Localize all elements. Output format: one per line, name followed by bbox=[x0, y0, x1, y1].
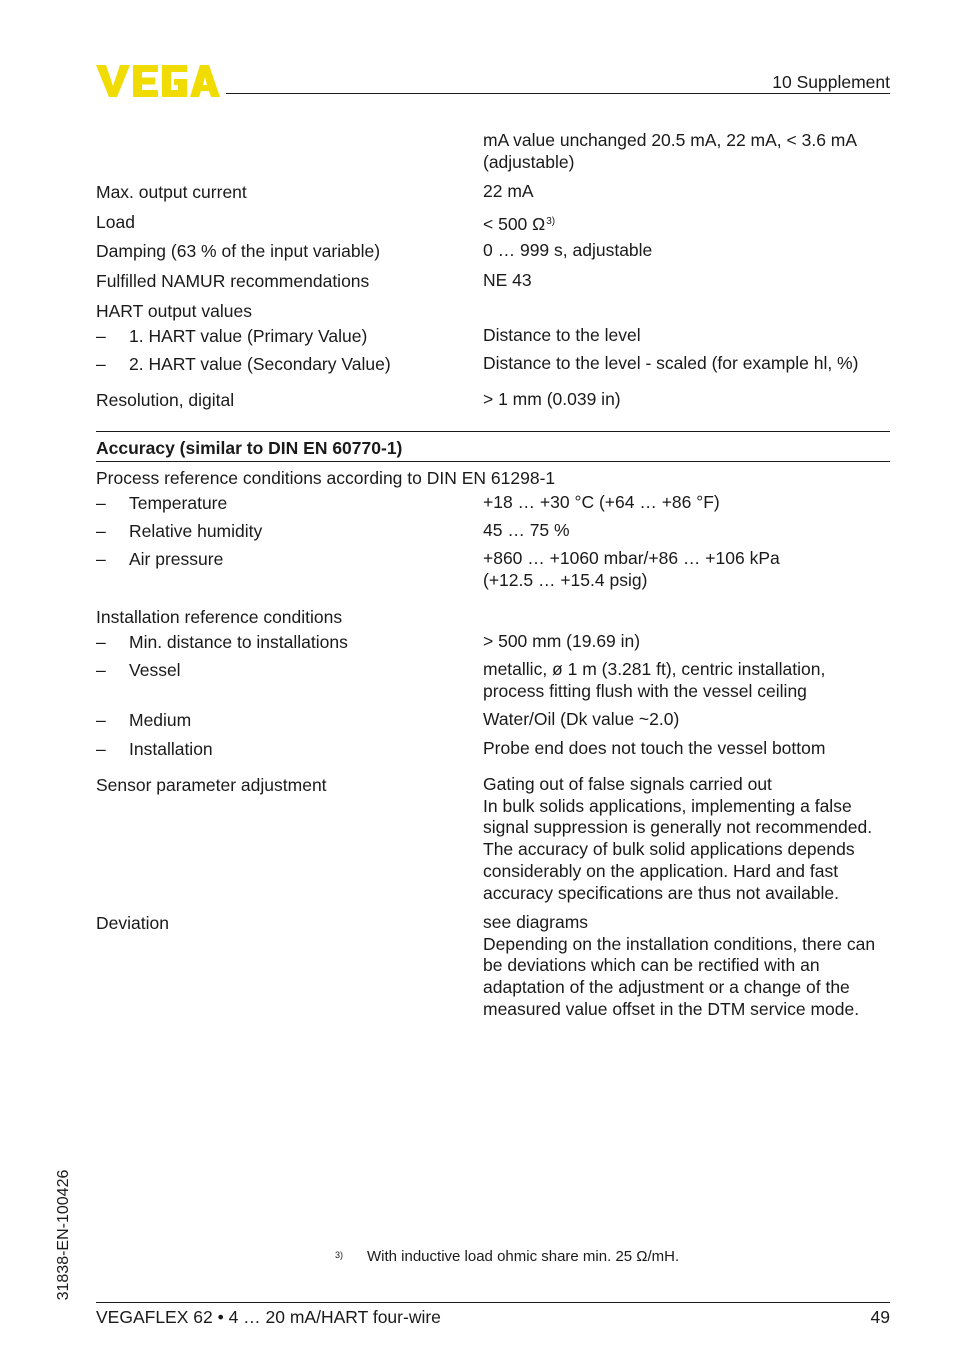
deviation-text: Depending on the installation conditions, there can be deviations which can be rectified with an adaptation of the adjustment or a change of the measured value offset in the DTM service mode. bbox=[483, 933, 876, 1019]
min-distance-text: Min. distance to installations bbox=[129, 632, 348, 652]
medium-value: Water/Oil (Dk value ~2.0) bbox=[483, 709, 680, 729]
namur-label: Fulfilled NAMUR recommendations bbox=[96, 271, 370, 291]
hart-item-2-label bbox=[96, 353, 391, 375]
hart-item-2-text: 2. HART value (Secondary Value) bbox=[129, 354, 391, 374]
sensor-param-value bbox=[483, 774, 893, 904]
process-ref-label: Process reference conditions according to DIN EN 61298-1 bbox=[96, 468, 556, 488]
humidity-label bbox=[96, 520, 262, 542]
min-distance-value: > 500 mm (19.69 in) bbox=[483, 631, 641, 651]
section-rule-bottom bbox=[96, 461, 890, 462]
load-label: Load bbox=[96, 212, 135, 232]
footer-title: VEGAFLEX 62 • 4 … 20 mA/HART four-wire bbox=[96, 1307, 441, 1327]
install-ref-label: Installation reference conditions bbox=[96, 607, 343, 627]
temperature-label bbox=[96, 492, 227, 514]
namur-value: NE 43 bbox=[483, 270, 532, 290]
sensor-param-label: Sensor parameter adjustment bbox=[96, 775, 327, 795]
dash-marker: – bbox=[96, 549, 106, 569]
damping-label: Damping (63 % of the input variable) bbox=[96, 241, 381, 261]
air-pressure-value: +860 … +1060 mbar/+86 … +106 kPa (+12.5 … +15.4 psig) bbox=[483, 548, 780, 590]
section-rule-top bbox=[96, 431, 890, 432]
dash-marker: – bbox=[96, 521, 106, 541]
deviation-value bbox=[483, 912, 893, 1021]
dash-marker: – bbox=[96, 660, 106, 680]
deviation-label: Deviation bbox=[96, 913, 169, 933]
resolution-label: Resolution, digital bbox=[96, 390, 235, 410]
unchanged-value: mA value unchanged 20.5 mA, 22 mA, < 3.6 mA (adjustable) bbox=[483, 130, 857, 172]
hart-item-1-value: Distance to the level bbox=[483, 325, 641, 345]
installation-label bbox=[96, 738, 213, 760]
deviation-line1: see diagrams bbox=[483, 912, 589, 932]
dash-marker: – bbox=[96, 493, 106, 513]
max-output-current-label: Max. output current bbox=[96, 182, 247, 202]
document-code: 31838-EN-100426 bbox=[55, 1169, 72, 1301]
load-value-text: < 500 Ω bbox=[483, 214, 546, 234]
accuracy-heading: Accuracy (similar to DIN EN 60770-1) bbox=[96, 438, 403, 458]
temperature-text: Temperature bbox=[129, 493, 228, 513]
footnote-text: With inductive load ohmic share min. 25 Ω/mH. bbox=[367, 1248, 680, 1265]
air-pressure-label bbox=[96, 548, 223, 570]
medium-label bbox=[96, 709, 191, 731]
air-pressure-text: Air pressure bbox=[129, 549, 224, 569]
header-rule bbox=[226, 93, 890, 94]
page-number: 49 bbox=[870, 1307, 890, 1327]
footnote-number: 3) bbox=[335, 1250, 344, 1260]
header-section-title: 10 Supplement bbox=[772, 72, 890, 92]
dash-marker: – bbox=[96, 326, 106, 346]
dash-marker: – bbox=[96, 739, 106, 759]
medium-text: Medium bbox=[129, 710, 192, 730]
dash-marker: – bbox=[96, 710, 106, 730]
footer-rule bbox=[96, 1302, 890, 1303]
hart-item-1-text: 1. HART value (Primary Value) bbox=[129, 326, 368, 346]
dash-marker: – bbox=[96, 354, 106, 374]
hart-item-1-label bbox=[96, 325, 367, 347]
hart-output-label: HART output values bbox=[96, 301, 252, 321]
humidity-text: Relative humidity bbox=[129, 521, 263, 541]
sensor-param-text: In bulk solids applications, implementing a false signal suppression is generally not recommended. The accuracy of bulk solid applications depends considerably on the application. Hard and fast accuracy specifications are thus not available. bbox=[483, 795, 873, 903]
temperature-value: +18 … +30 °C (+64 … +86 °F) bbox=[483, 492, 720, 512]
load-value bbox=[483, 211, 893, 236]
min-distance-label bbox=[96, 631, 348, 653]
resolution-value: > 1 mm (0.039 in) bbox=[483, 389, 621, 409]
dash-marker: – bbox=[96, 632, 106, 652]
vessel-text: Vessel bbox=[129, 660, 181, 680]
humidity-value: 45 … 75 % bbox=[483, 520, 570, 540]
max-output-current-value: 22 mA bbox=[483, 181, 534, 201]
hart-item-2-value: Distance to the level - scaled (for example hl, %) bbox=[483, 353, 859, 373]
installation-value: Probe end does not touch the vessel bottom bbox=[483, 738, 826, 758]
installation-text: Installation bbox=[129, 739, 213, 759]
damping-value: 0 … 999 s, adjustable bbox=[483, 240, 653, 260]
vessel-label bbox=[96, 659, 181, 681]
vessel-value: metallic, ø 1 m (3.281 ft), centric installation, process fitting flush with the vessel ceiling bbox=[483, 659, 826, 701]
load-footnote-ref: 3) bbox=[546, 216, 556, 227]
sensor-param-line1: Gating out of false signals carried out bbox=[483, 774, 772, 794]
vega-logo bbox=[96, 64, 220, 98]
